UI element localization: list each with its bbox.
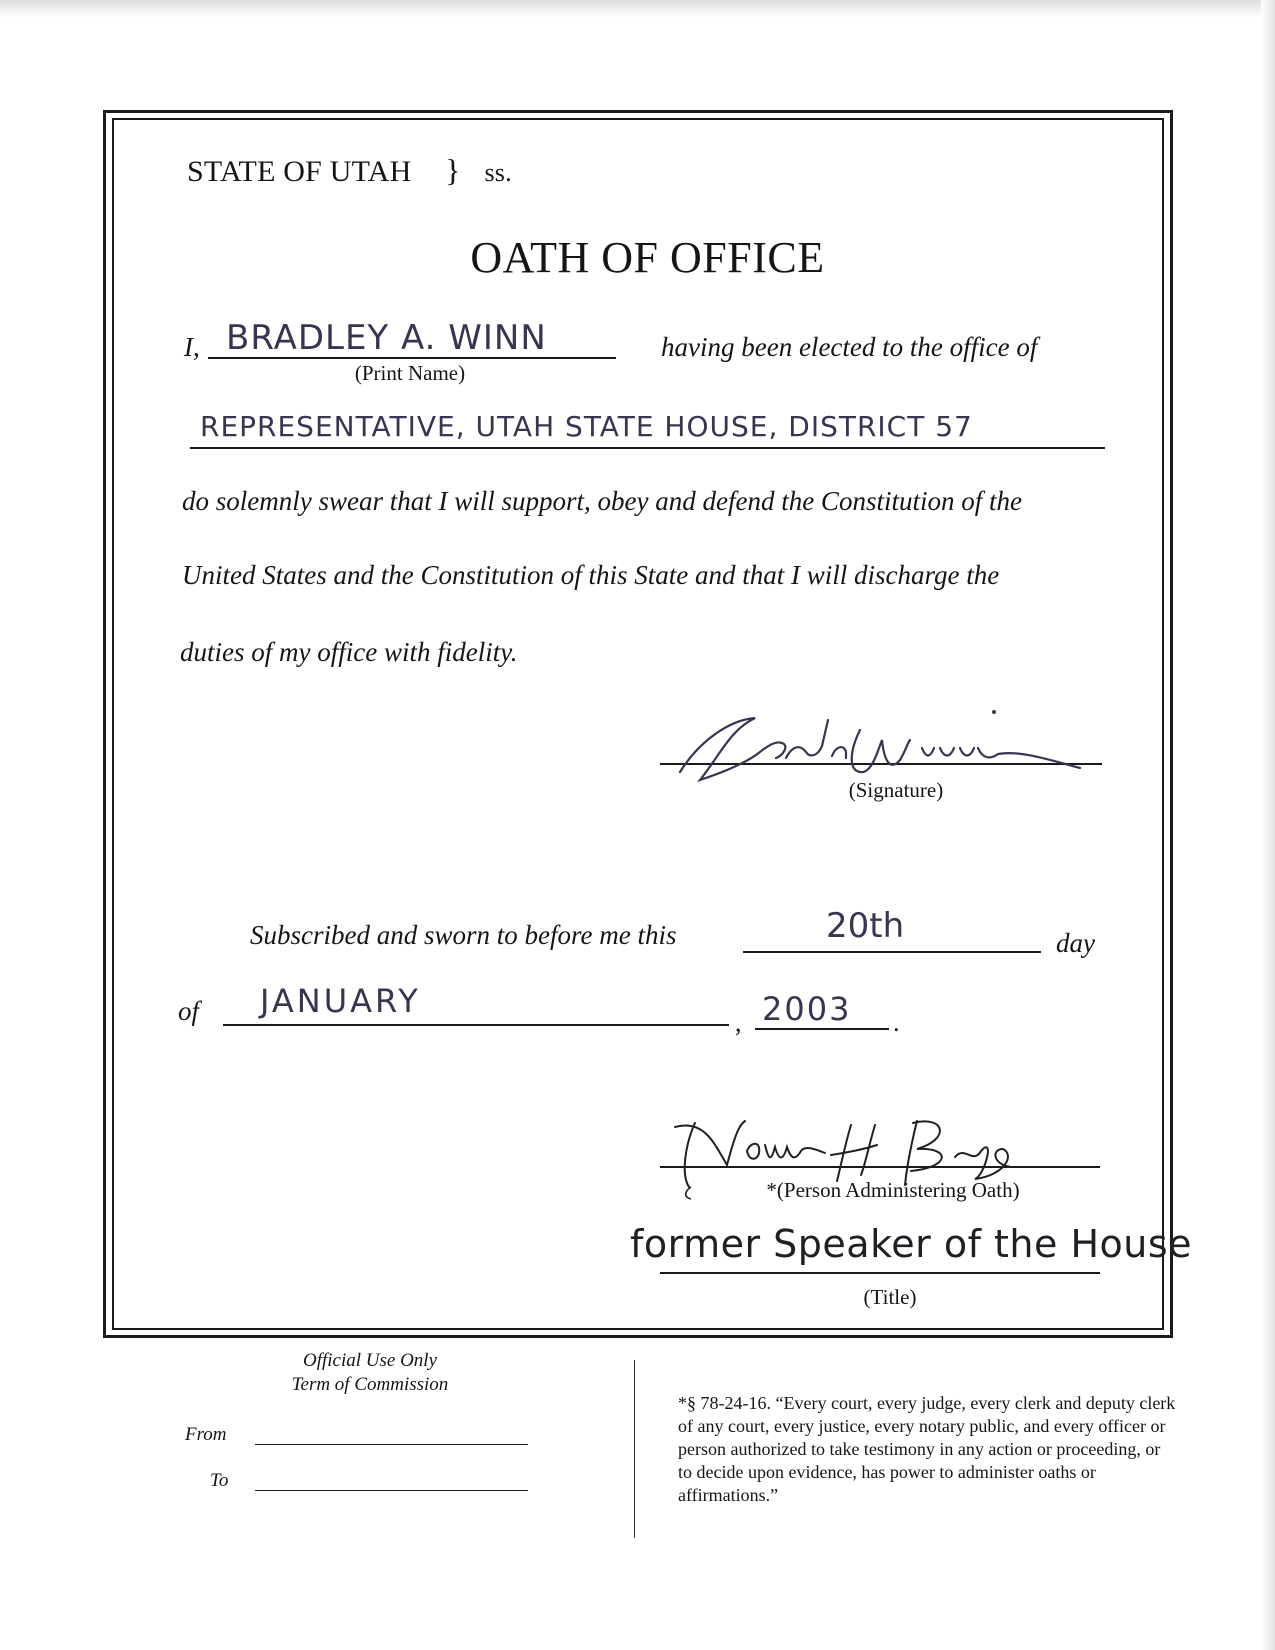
brace-glyph: }	[445, 152, 461, 188]
page-title: OATH OF OFFICE	[470, 233, 825, 282]
day-suffix: day	[1056, 928, 1095, 958]
from-field-line[interactable]	[255, 1444, 528, 1445]
ss-label: ss.	[484, 158, 512, 187]
month-value: JANUARY	[260, 982, 421, 1020]
to-field-line[interactable]	[255, 1490, 528, 1491]
administrator-caption: *(Person Administering Oath)	[766, 1178, 1020, 1202]
term-label: Term of Commission	[291, 1374, 449, 1395]
year-line	[755, 1028, 889, 1030]
signature-scribble	[660, 700, 1100, 790]
title-caption: (Title)	[863, 1285, 917, 1309]
of-prefix: of	[178, 996, 200, 1026]
venue-heading	[187, 152, 512, 189]
from-label: From	[185, 1424, 227, 1445]
footer-divider	[634, 1360, 635, 1538]
to-label: To	[210, 1470, 229, 1491]
day-value: 20th	[826, 906, 905, 946]
elected-text: having been elected to the office of	[661, 332, 1038, 362]
date-comma: ,	[735, 1008, 742, 1037]
title-line	[660, 1272, 1100, 1274]
scan-edge-top	[0, 0, 1275, 18]
sworn-prefix: Subscribed and sworn to before me this	[250, 920, 677, 950]
signature-caption: (Signature)	[848, 778, 944, 802]
title-value: former Speaker of the House	[630, 1222, 1193, 1266]
print-name-value: BRADLEY A. WINN	[226, 318, 547, 358]
date-period: .	[893, 1008, 900, 1037]
office-value: REPRESENTATIVE, UTAH STATE HOUSE, DISTRICT 57	[200, 410, 973, 443]
month-line	[223, 1024, 729, 1026]
day-line	[743, 951, 1041, 953]
state-label: STATE OF UTAH	[187, 155, 412, 188]
oath-line-3: duties of my office with fidelity.	[180, 637, 518, 667]
statute-text: *§ 78-24-16. “Every court, every judge, every clerk and deputy clerk of any court, every justice, every notary public, and every officer or person authorized to take testimony in any action or proceeding, or to decide upon evidence, has power to administer oaths or affirmations.”	[678, 1393, 1176, 1505]
office-line	[190, 447, 1105, 449]
i-prefix: I,	[184, 332, 200, 362]
year-value: 2003	[762, 990, 852, 1028]
oath-line-1: do solemnly swear that I will support, obey and defend the Constitution of the	[182, 486, 1022, 516]
oath-line-2: United States and the Constitution of this State and that I will discharge the	[182, 560, 1000, 590]
print-name-caption: (Print Name)	[354, 361, 466, 385]
official-use-label: Official Use Only	[302, 1350, 438, 1371]
